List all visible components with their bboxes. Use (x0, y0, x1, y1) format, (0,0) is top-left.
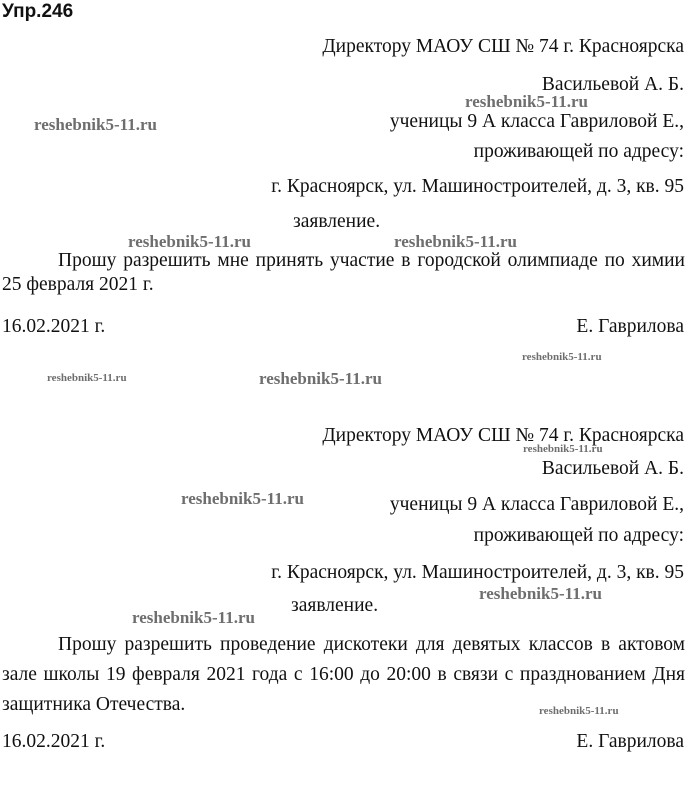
statement-signature: Е. Гаврилова (576, 731, 684, 752)
statement-heading: заявление. (293, 211, 381, 232)
watermark: reshebnik5-11.ru (128, 232, 251, 251)
watermark: reshebnik5-11.ru (132, 608, 255, 627)
watermark: reshebnik5-11.ru (34, 115, 157, 134)
statement-date: 16.02.2021 г. (2, 731, 106, 752)
watermark: reshebnik5-11.ru (181, 489, 304, 508)
applicant-line: ученицы 9 А класса Гавриловой Е., (389, 494, 684, 515)
addressee-line-2: Васильевой А. Б. (541, 458, 684, 479)
residence-label: проживающей по адресу: (473, 141, 684, 162)
watermark: reshebnik5-11.ru (479, 584, 602, 603)
watermark: reshebnik5-11.ru (522, 351, 602, 363)
watermark: reshebnik5-11.ru (465, 92, 588, 111)
applicant-line: ученицы 9 А класса Гавриловой Е., (389, 111, 684, 132)
watermark: reshebnik5-11.ru (259, 369, 382, 388)
statement-heading: заявление. (291, 595, 379, 616)
watermark: reshebnik5-11.ru (47, 372, 127, 384)
addressee-line-2: Васильевой А. Б. (541, 74, 684, 95)
statement-body: Прошу разрешить мне принять участие в городской олимпиаде по химии 25 февраля 2021 г. (2, 250, 685, 295)
statement-body: Прошу разрешить проведение дискотеки для девятых классов в актовом зале школы 19 февраля 2021 года с 16:00 до 20:00 в связи с празднованием Дня защитника Отечества. (2, 634, 685, 715)
watermark: reshebnik5-11.ru (539, 705, 619, 717)
watermark: reshebnik5-11.ru (523, 443, 603, 455)
watermark: reshebnik5-11.ru (394, 232, 517, 251)
address-line: г. Красноярск, ул. Машиностроителей, д. 3, кв. 95 (271, 562, 684, 583)
addressee-line-1: Директору МАОУ СШ № 74 г. Красноярска (322, 36, 684, 57)
statement-date: 16.02.2021 г. (2, 316, 106, 337)
address-line: г. Красноярск, ул. Машиностроителей, д. 3, кв. 95 (271, 176, 684, 197)
statement-signature: Е. Гаврилова (576, 316, 684, 337)
exercise-title: Упр.246 (2, 1, 74, 22)
addressee-line-1: Директору МАОУ СШ № 74 г. Красноярска (322, 425, 684, 446)
residence-label: проживающей по адресу: (473, 525, 684, 546)
